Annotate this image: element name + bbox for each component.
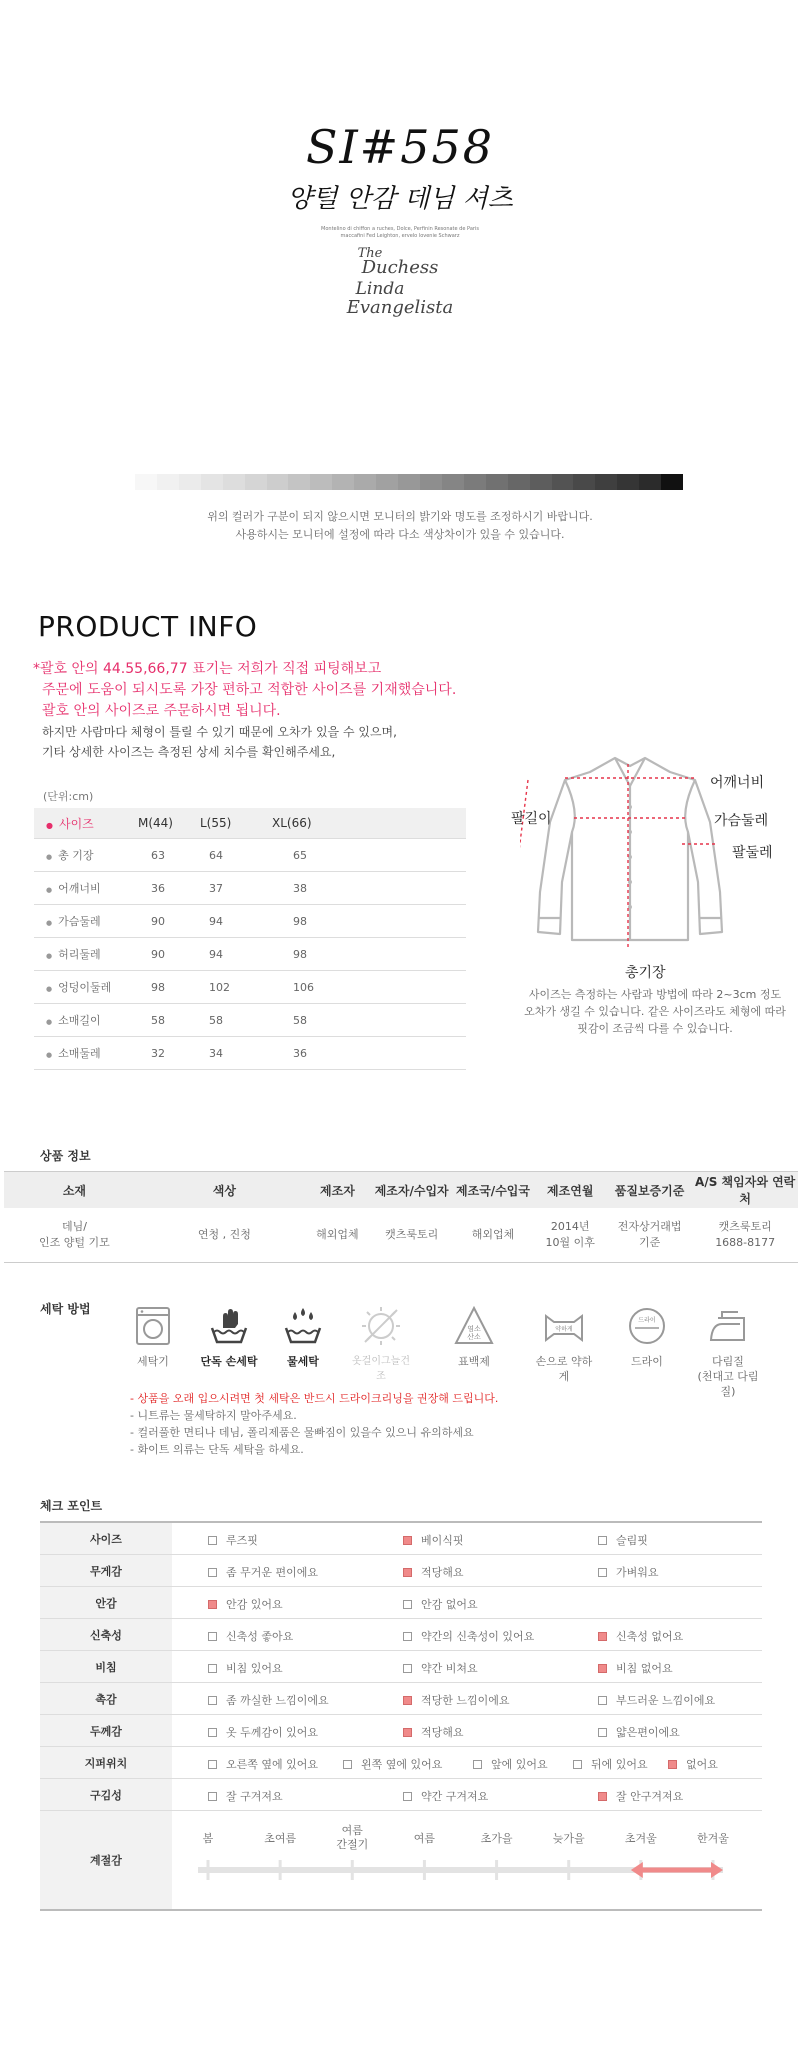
check-option[interactable]: [403, 1692, 510, 1708]
brand-the: The: [357, 246, 383, 261]
checkbox[interactable]: [208, 1536, 217, 1545]
check-option-label: 비침 있어요: [226, 1662, 283, 1675]
check-key: 두께감: [40, 1715, 172, 1747]
product-header-cell: A/S 책임자와 연락처: [692, 1172, 798, 1209]
check-option-label: 앞에 있어요: [491, 1758, 548, 1771]
check-option[interactable]: [598, 1724, 680, 1740]
size-cell: 36: [271, 1037, 466, 1070]
checkbox-checked[interactable]: [403, 1536, 412, 1545]
bleach-icon: [454, 1306, 494, 1346]
product-header-cell: 품질보증기준: [607, 1172, 693, 1209]
check-row: [40, 1715, 762, 1747]
size-cell: 34: [199, 1037, 271, 1070]
size-cell: 58: [137, 1004, 199, 1037]
size-cell: ● 엉덩이둘레: [34, 971, 137, 1004]
shade-dry-icon: [361, 1306, 401, 1346]
check-option-label: 루즈핏: [226, 1534, 258, 1547]
size-cell: 38: [271, 872, 466, 905]
season-label: 여름: [413, 1832, 436, 1845]
gray-step: [420, 474, 442, 490]
check-option[interactable]: [403, 1596, 478, 1612]
gray-step: [179, 474, 201, 490]
brand-linda: Linda: [355, 279, 405, 299]
checkbox-checked[interactable]: [598, 1632, 607, 1641]
check-option-label: 약간 구겨져요: [421, 1790, 489, 1803]
size-cell: 98: [271, 905, 466, 938]
hand-wash-icon: [209, 1306, 249, 1346]
diagram-total-label: 총기장: [625, 965, 666, 981]
diagram-arm-label: 팔둘레: [732, 845, 773, 861]
shirt-diagram: [520, 752, 740, 952]
check-key: 무게감: [40, 1555, 172, 1587]
size-row: [34, 1004, 466, 1037]
season-label: 봄: [202, 1832, 214, 1845]
check-row: [40, 1522, 762, 1555]
check-option-label: 잘 안구겨져요: [616, 1790, 684, 1803]
svg-text:약하게: 약하게: [555, 1326, 573, 1333]
check-option-label: 비침 없어요: [616, 1662, 673, 1675]
check-row: [40, 1555, 762, 1587]
checkbox-checked[interactable]: [598, 1792, 607, 1801]
check-key: 안감: [40, 1587, 172, 1619]
check-key: 지퍼위치: [40, 1747, 172, 1779]
check-option[interactable]: [208, 1660, 283, 1676]
diagram-caption: 사이즈는 측정하는 사람과 방법에 따라 2~3cm 정도 오차가 생길 수 있습니다. 같은 사이즈라도 체형에 따라 핏감이 조금씩 다를 수 있습니다.: [524, 988, 786, 1035]
season-row: [40, 1811, 762, 1911]
checkbox[interactable]: [208, 1728, 217, 1737]
size-header-cell: L(55): [199, 808, 271, 839]
gray-step: [442, 474, 464, 490]
product-header-cell: 제조자: [304, 1172, 371, 1209]
check-key: 신축성: [40, 1619, 172, 1651]
gray-step: [245, 474, 267, 490]
check-option[interactable]: [403, 1564, 464, 1580]
size-cell: 37: [199, 872, 271, 905]
check-option-label: 안감 있어요: [226, 1598, 283, 1611]
tiny-text-2: maccafini Fed Leighton, ervelo lovenie Schwarz: [340, 233, 460, 239]
wash-item-bleach: 염소 산소 표백제: [443, 1306, 505, 1369]
season-label: 초여름: [264, 1832, 297, 1845]
check-row: [40, 1587, 762, 1619]
gray-step: [310, 474, 332, 490]
product-cell: 캣츠룩토리 1688-8177: [692, 1208, 798, 1263]
product-cell: 전자상거래법 기준: [607, 1208, 693, 1263]
season-scale: [173, 1812, 765, 1908]
checkbox[interactable]: [208, 1792, 217, 1801]
gray-step: [573, 474, 595, 490]
tiny-text-1: Montelino di chiffon a ruches, Dolce, Perfinin Resonate de Paris: [321, 226, 479, 232]
check-option-label: 좀 무거운 편이에요: [226, 1566, 319, 1579]
size-header-cell: ● 사이즈: [34, 808, 137, 839]
svg-text:드라이: 드라이: [638, 1317, 656, 1324]
size-cell: ● 소매길이: [34, 1004, 137, 1037]
checkbox-checked[interactable]: [208, 1600, 217, 1609]
gray-step: [508, 474, 530, 490]
check-option[interactable]: [208, 1724, 318, 1740]
checkbox[interactable]: [343, 1760, 352, 1769]
gray-step: [135, 474, 157, 490]
check-key: 구김성: [40, 1779, 172, 1811]
size-row: [34, 938, 466, 971]
product-header-cell: 제조연월: [534, 1172, 607, 1209]
gray-step: [639, 474, 661, 490]
gray-step: [288, 474, 310, 490]
product-cell: 2014년 10월 이후: [534, 1208, 607, 1263]
size-cell: 106: [271, 971, 466, 1004]
season-label: 초가을: [480, 1832, 513, 1845]
water-wash-icon: [283, 1306, 323, 1346]
product-table: [4, 1171, 798, 1263]
check-option[interactable]: [208, 1596, 283, 1612]
size-cell: ● 가슴둘레: [34, 905, 137, 938]
product-header-cell: 제조자/수입자: [371, 1172, 452, 1209]
check-option[interactable]: [473, 1756, 548, 1772]
checkbox-checked[interactable]: [403, 1696, 412, 1705]
product-code: SI#558: [305, 120, 495, 174]
size-cell: ● 총 기장: [34, 839, 137, 872]
product-table-title: 상품 정보: [40, 1149, 91, 1163]
check-title: 체크 포인트: [40, 1499, 103, 1513]
monitor-note-1: 위의 컬러가 구분이 되지 않으시면 모니터의 밝기와 명도를 조정하시기 바랍니다.: [207, 510, 593, 523]
size-cell: 98: [271, 938, 466, 971]
checkbox-checked[interactable]: [403, 1728, 412, 1737]
check-option[interactable]: [208, 1628, 293, 1644]
gray-step: [332, 474, 354, 490]
product-info-title: PRODUCT INFO: [38, 610, 258, 643]
check-key: 계절감: [40, 1811, 172, 1911]
check-option[interactable]: [208, 1692, 329, 1708]
size-cell: 94: [199, 905, 271, 938]
checkbox[interactable]: [208, 1568, 217, 1577]
checkbox[interactable]: [403, 1792, 412, 1801]
brand-duchess: Duchess: [361, 257, 439, 278]
product-cell: 캣츠룩토리: [371, 1208, 452, 1263]
check-option[interactable]: [403, 1660, 478, 1676]
check-option[interactable]: [208, 1564, 318, 1580]
check-option-label: 부드러운 느낌이에요: [616, 1694, 716, 1707]
gray-step: [157, 474, 179, 490]
checkbox-checked[interactable]: [598, 1664, 607, 1673]
check-option-label: 신축성 좋아요: [226, 1630, 294, 1643]
size-header-cell: M(44): [137, 808, 199, 839]
check-option-label: 가벼워요: [616, 1566, 659, 1579]
check-option-label: 옷 두께감이 있어요: [226, 1726, 319, 1739]
check-option[interactable]: [598, 1532, 648, 1548]
checkbox[interactable]: [208, 1696, 217, 1705]
size-cell: 58: [271, 1004, 466, 1037]
check-row: [40, 1651, 762, 1683]
check-row: [40, 1619, 762, 1651]
checkbox[interactable]: [598, 1536, 607, 1545]
size-cell: 64: [199, 839, 271, 872]
check-table: [40, 1521, 762, 1911]
washing-machine-icon: [133, 1306, 173, 1346]
season-label: 여름 간절기: [336, 1824, 369, 1851]
check-option-label: 적당한 느낌이에요: [421, 1694, 510, 1707]
check-row: [40, 1747, 762, 1779]
gray-step: [530, 474, 552, 490]
season-label: 늦가을: [552, 1832, 585, 1845]
product-table-header: [4, 1172, 798, 1209]
dark-note-2: 기타 상세한 사이즈는 측정된 상세 치수를 확인해주세요,: [42, 745, 336, 759]
brand-evangelista: Evangelista: [346, 297, 454, 318]
svg-text:산소: 산소: [467, 1333, 481, 1341]
check-option[interactable]: [208, 1788, 283, 1804]
checkbox[interactable]: [598, 1568, 607, 1577]
size-cell: ● 소매둘레: [34, 1037, 137, 1070]
size-cell: 94: [199, 938, 271, 971]
size-cell: 58: [199, 1004, 271, 1037]
monitor-note-2: 사용하시는 모니터에 설정에 따라 다소 색상차이가 있을 수 있습니다.: [235, 528, 565, 541]
checkbox[interactable]: [598, 1728, 607, 1737]
size-header-cell: XL(66): [271, 808, 466, 839]
gray-step: [201, 474, 223, 490]
checkbox[interactable]: [403, 1600, 412, 1609]
wash-item-wring: 약하게 손으로 약하게: [533, 1306, 595, 1384]
check-option-label: 좀 까실한 느낌이에요: [226, 1694, 329, 1707]
checkbox-checked[interactable]: [403, 1568, 412, 1577]
size-row: [34, 971, 466, 1004]
checkbox[interactable]: [598, 1696, 607, 1705]
product-cell: 연청 , 진청: [145, 1208, 304, 1263]
pink-note-3: 괄호 안의 사이즈로 주문하시면 됩니다.: [42, 703, 281, 719]
checkbox[interactable]: [573, 1760, 582, 1769]
checkbox[interactable]: [473, 1760, 482, 1769]
check-key: 촉감: [40, 1683, 172, 1715]
check-option[interactable]: [403, 1788, 488, 1804]
check-option-label: 적당해요: [421, 1726, 464, 1739]
check-option-label: 뒤에 있어요: [591, 1758, 648, 1771]
product-table-row: [4, 1208, 798, 1263]
check-option-label: 없어요: [686, 1758, 718, 1771]
check-option[interactable]: [208, 1756, 318, 1772]
checkbox[interactable]: [208, 1632, 217, 1641]
gray-step: [464, 474, 486, 490]
gray-scale-bar: [135, 474, 683, 490]
product-cell: 해외업체: [452, 1208, 533, 1263]
iron-icon: [708, 1306, 748, 1346]
checkbox[interactable]: [208, 1760, 217, 1769]
svg-text:염소: 염소: [467, 1325, 481, 1333]
size-table-header: [34, 808, 466, 839]
check-option-label: 슬림핏: [616, 1534, 648, 1547]
size-cell: ● 허리둘레: [34, 938, 137, 971]
gray-step: [486, 474, 508, 490]
check-row: [40, 1683, 762, 1715]
product-header-cell: 제조국/수입국: [452, 1172, 533, 1209]
product-name: 양털 안감 데님 셔츠: [287, 184, 513, 214]
gray-step: [267, 474, 289, 490]
size-cell: 36: [137, 872, 199, 905]
check-key: 비침: [40, 1651, 172, 1683]
size-cell: 65: [271, 839, 466, 872]
check-option-label: 오른쪽 옆에 있어요: [226, 1758, 319, 1771]
pink-note-1: *괄호 안의 44.55,66,77 표기는 저희가 직접 피팅해보고: [33, 661, 382, 677]
wring-icon: [544, 1306, 584, 1346]
size-cell: 32: [137, 1037, 199, 1070]
check-option-label: 잘 구겨져요: [226, 1790, 283, 1803]
checkbox[interactable]: [403, 1632, 412, 1641]
check-option-label: 얇은편이에요: [616, 1726, 680, 1739]
check-option[interactable]: [598, 1788, 683, 1804]
product-cell: 데님/ 인조 양털 기모: [4, 1208, 145, 1263]
diagram-chest-label: 가슴둘레: [714, 813, 769, 829]
gray-step: [398, 474, 420, 490]
check-option-label: 적당해요: [421, 1566, 464, 1579]
diagram-shoulder-label: 어깨너비: [710, 775, 765, 791]
size-row: [34, 839, 466, 872]
check-option[interactable]: [598, 1660, 673, 1676]
check-option[interactable]: [598, 1692, 715, 1708]
wash-item-hand: 단독 손세탁: [198, 1306, 260, 1369]
checkbox[interactable]: [403, 1664, 412, 1673]
check-option[interactable]: [208, 1532, 258, 1548]
size-row: [34, 872, 466, 905]
size-table: [34, 808, 466, 1070]
gray-step: [552, 474, 574, 490]
wash-title: 세탁 방법: [40, 1302, 91, 1316]
wash-item-water: 물세탁: [272, 1306, 334, 1369]
wash-item-washer: 세탁기: [122, 1306, 184, 1369]
dark-note-1: 하지만 사람마다 체형이 틀릴 수 있기 때문에 오차가 있을 수 있으며,: [42, 725, 397, 739]
check-option[interactable]: [598, 1628, 683, 1644]
wash-item-iron: 다림질 (천대고 다림질): [693, 1306, 763, 1399]
checkbox-checked[interactable]: [668, 1760, 677, 1769]
size-cell: 102: [199, 971, 271, 1004]
product-header-cell: 소재: [4, 1172, 145, 1209]
size-row: [34, 905, 466, 938]
gray-step: [595, 474, 617, 490]
check-option-label: 베이식핏: [421, 1534, 464, 1547]
checkbox[interactable]: [208, 1664, 217, 1673]
season-label: 초겨울: [624, 1832, 657, 1845]
size-cell: 90: [137, 938, 199, 971]
wash-item-dry-clean: 드라이 드라이: [616, 1306, 678, 1369]
dry-clean-icon: [627, 1306, 667, 1346]
size-cell: 98: [137, 971, 199, 1004]
wash-notes: - 상품을 오래 입으시려면 첫 세탁은 반드시 드라이크리닝을 권장해 드립니다. - 니트류는 물세탁하지 말아주세요. - 컬러풀한 면티나 데님, 폴리제품은 물빠짐이 있을수 있으니 유의하세요 - 화이트 의류는 단독 세탁을 하세요.: [130, 1392, 499, 1456]
check-option-label: 안감 없어요: [421, 1598, 478, 1611]
diagram-sleeve-length-label: 팔길이: [511, 811, 552, 827]
check-option[interactable]: [573, 1756, 648, 1772]
check-option-label: 왼쪽 옆에 있어요: [361, 1758, 443, 1771]
check-option[interactable]: [403, 1724, 464, 1740]
check-option-label: 약간 비쳐요: [421, 1662, 478, 1675]
size-unit: (단위:cm): [43, 790, 94, 803]
gray-step: [617, 474, 639, 490]
check-option-label: 신축성 없어요: [616, 1630, 684, 1643]
wash-item-shade-dry: 옷걸이그늘건조: [350, 1306, 412, 1384]
product-header-cell: 색상: [145, 1172, 304, 1209]
gray-step: [376, 474, 398, 490]
size-row: [34, 1037, 466, 1070]
check-option[interactable]: [403, 1532, 464, 1548]
check-key: 사이즈: [40, 1522, 172, 1555]
check-option[interactable]: [343, 1756, 442, 1772]
check-option-label: 약간의 신축성이 있어요: [421, 1630, 535, 1643]
check-option[interactable]: [598, 1564, 659, 1580]
check-row: [40, 1779, 762, 1811]
check-option[interactable]: [403, 1628, 534, 1644]
gray-step: [661, 474, 683, 490]
check-option[interactable]: [668, 1756, 718, 1772]
pink-note-2: 주문에 도움이 되시도록 가장 편하고 적합한 사이즈를 기재했습니다.: [42, 682, 457, 698]
size-cell: ● 어깨너비: [34, 872, 137, 905]
size-cell: 90: [137, 905, 199, 938]
size-cell: 63: [137, 839, 199, 872]
gray-step: [354, 474, 376, 490]
product-cell: 해외업체: [304, 1208, 371, 1263]
gray-step: [223, 474, 245, 490]
season-label: 한겨울: [697, 1832, 729, 1845]
